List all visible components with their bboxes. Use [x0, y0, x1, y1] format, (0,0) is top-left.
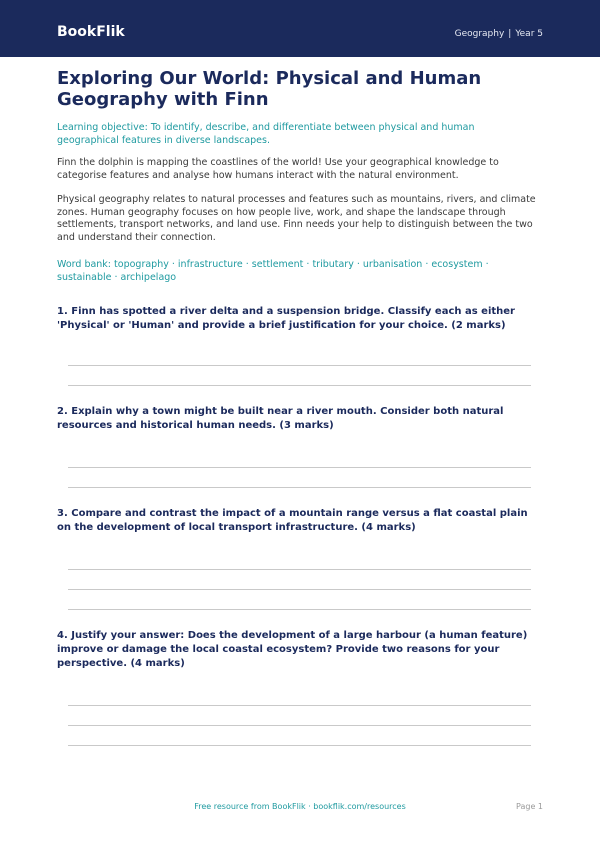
- page-number: Page 1: [516, 802, 543, 811]
- worksheet-title: Exploring Our World: Physical and Human Geography with Finn: [57, 68, 482, 110]
- brand-logo: BookFlik: [57, 24, 125, 40]
- question-3: 3. Compare and contrast the impact of a mountain range versus a flat coastal plain on the development of local transport infrastructure. (4 marks): [57, 508, 528, 533]
- subject-label: [455, 28, 543, 40]
- question-4: 4. Justify your answer: Does the development of a large harbour (a human feature) improve or damage the local coastal ecosystem? Provide two reasons for your perspective. (4 marks): [57, 630, 528, 669]
- word-bank: Word bank: topography · infrastructure · settlement · tributary · urbanisation · ecosystem · sustainable · archipelago: [57, 259, 489, 283]
- footer-credit: Free resource from BookFlik · bookflik.com/resources: [194, 802, 406, 811]
- answer-line[interactable]: [68, 365, 531, 366]
- question-1: 1. Finn has spotted a river delta and a suspension bridge. Classify each as either 'Physical' or 'Human' and provide a brief justification for your choice. (2 marks): [57, 306, 515, 331]
- answer-line[interactable]: [68, 745, 531, 746]
- page-header: [0, 0, 600, 57]
- answer-line[interactable]: [68, 705, 531, 706]
- learning-objective: Learning objective: To identify, describe, and differentiate between physical and human geographical features in diverse landscapes.: [57, 122, 475, 146]
- answer-line[interactable]: [68, 609, 531, 610]
- year-group: Year 5: [515, 29, 543, 39]
- subject-separator: |: [508, 29, 512, 39]
- subject-name: Geography: [454, 29, 505, 39]
- answer-line[interactable]: [68, 467, 531, 468]
- intro-paragraph: Physical geography relates to natural processes and features such as mountains, rivers, and climate zones. Human geography focuses on how people live, work, and shape the landscape through settlements, transport networks, and land use. Finn needs your help to distinguish between the two and understand their connection.: [57, 194, 536, 243]
- answer-line[interactable]: [68, 569, 531, 570]
- question-2: 2. Explain why a town might be built near a river mouth. Consider both natural resources and historical human needs. (3 marks): [57, 406, 504, 431]
- answer-line[interactable]: [68, 589, 531, 590]
- answer-line[interactable]: [68, 385, 531, 386]
- answer-line[interactable]: [68, 725, 531, 726]
- intro-paragraph: Finn the dolphin is mapping the coastlines of the world! Use your geographical knowledge to categorise features and analyse how humans interact with the natural environment.: [57, 157, 499, 181]
- answer-line[interactable]: [68, 487, 531, 488]
